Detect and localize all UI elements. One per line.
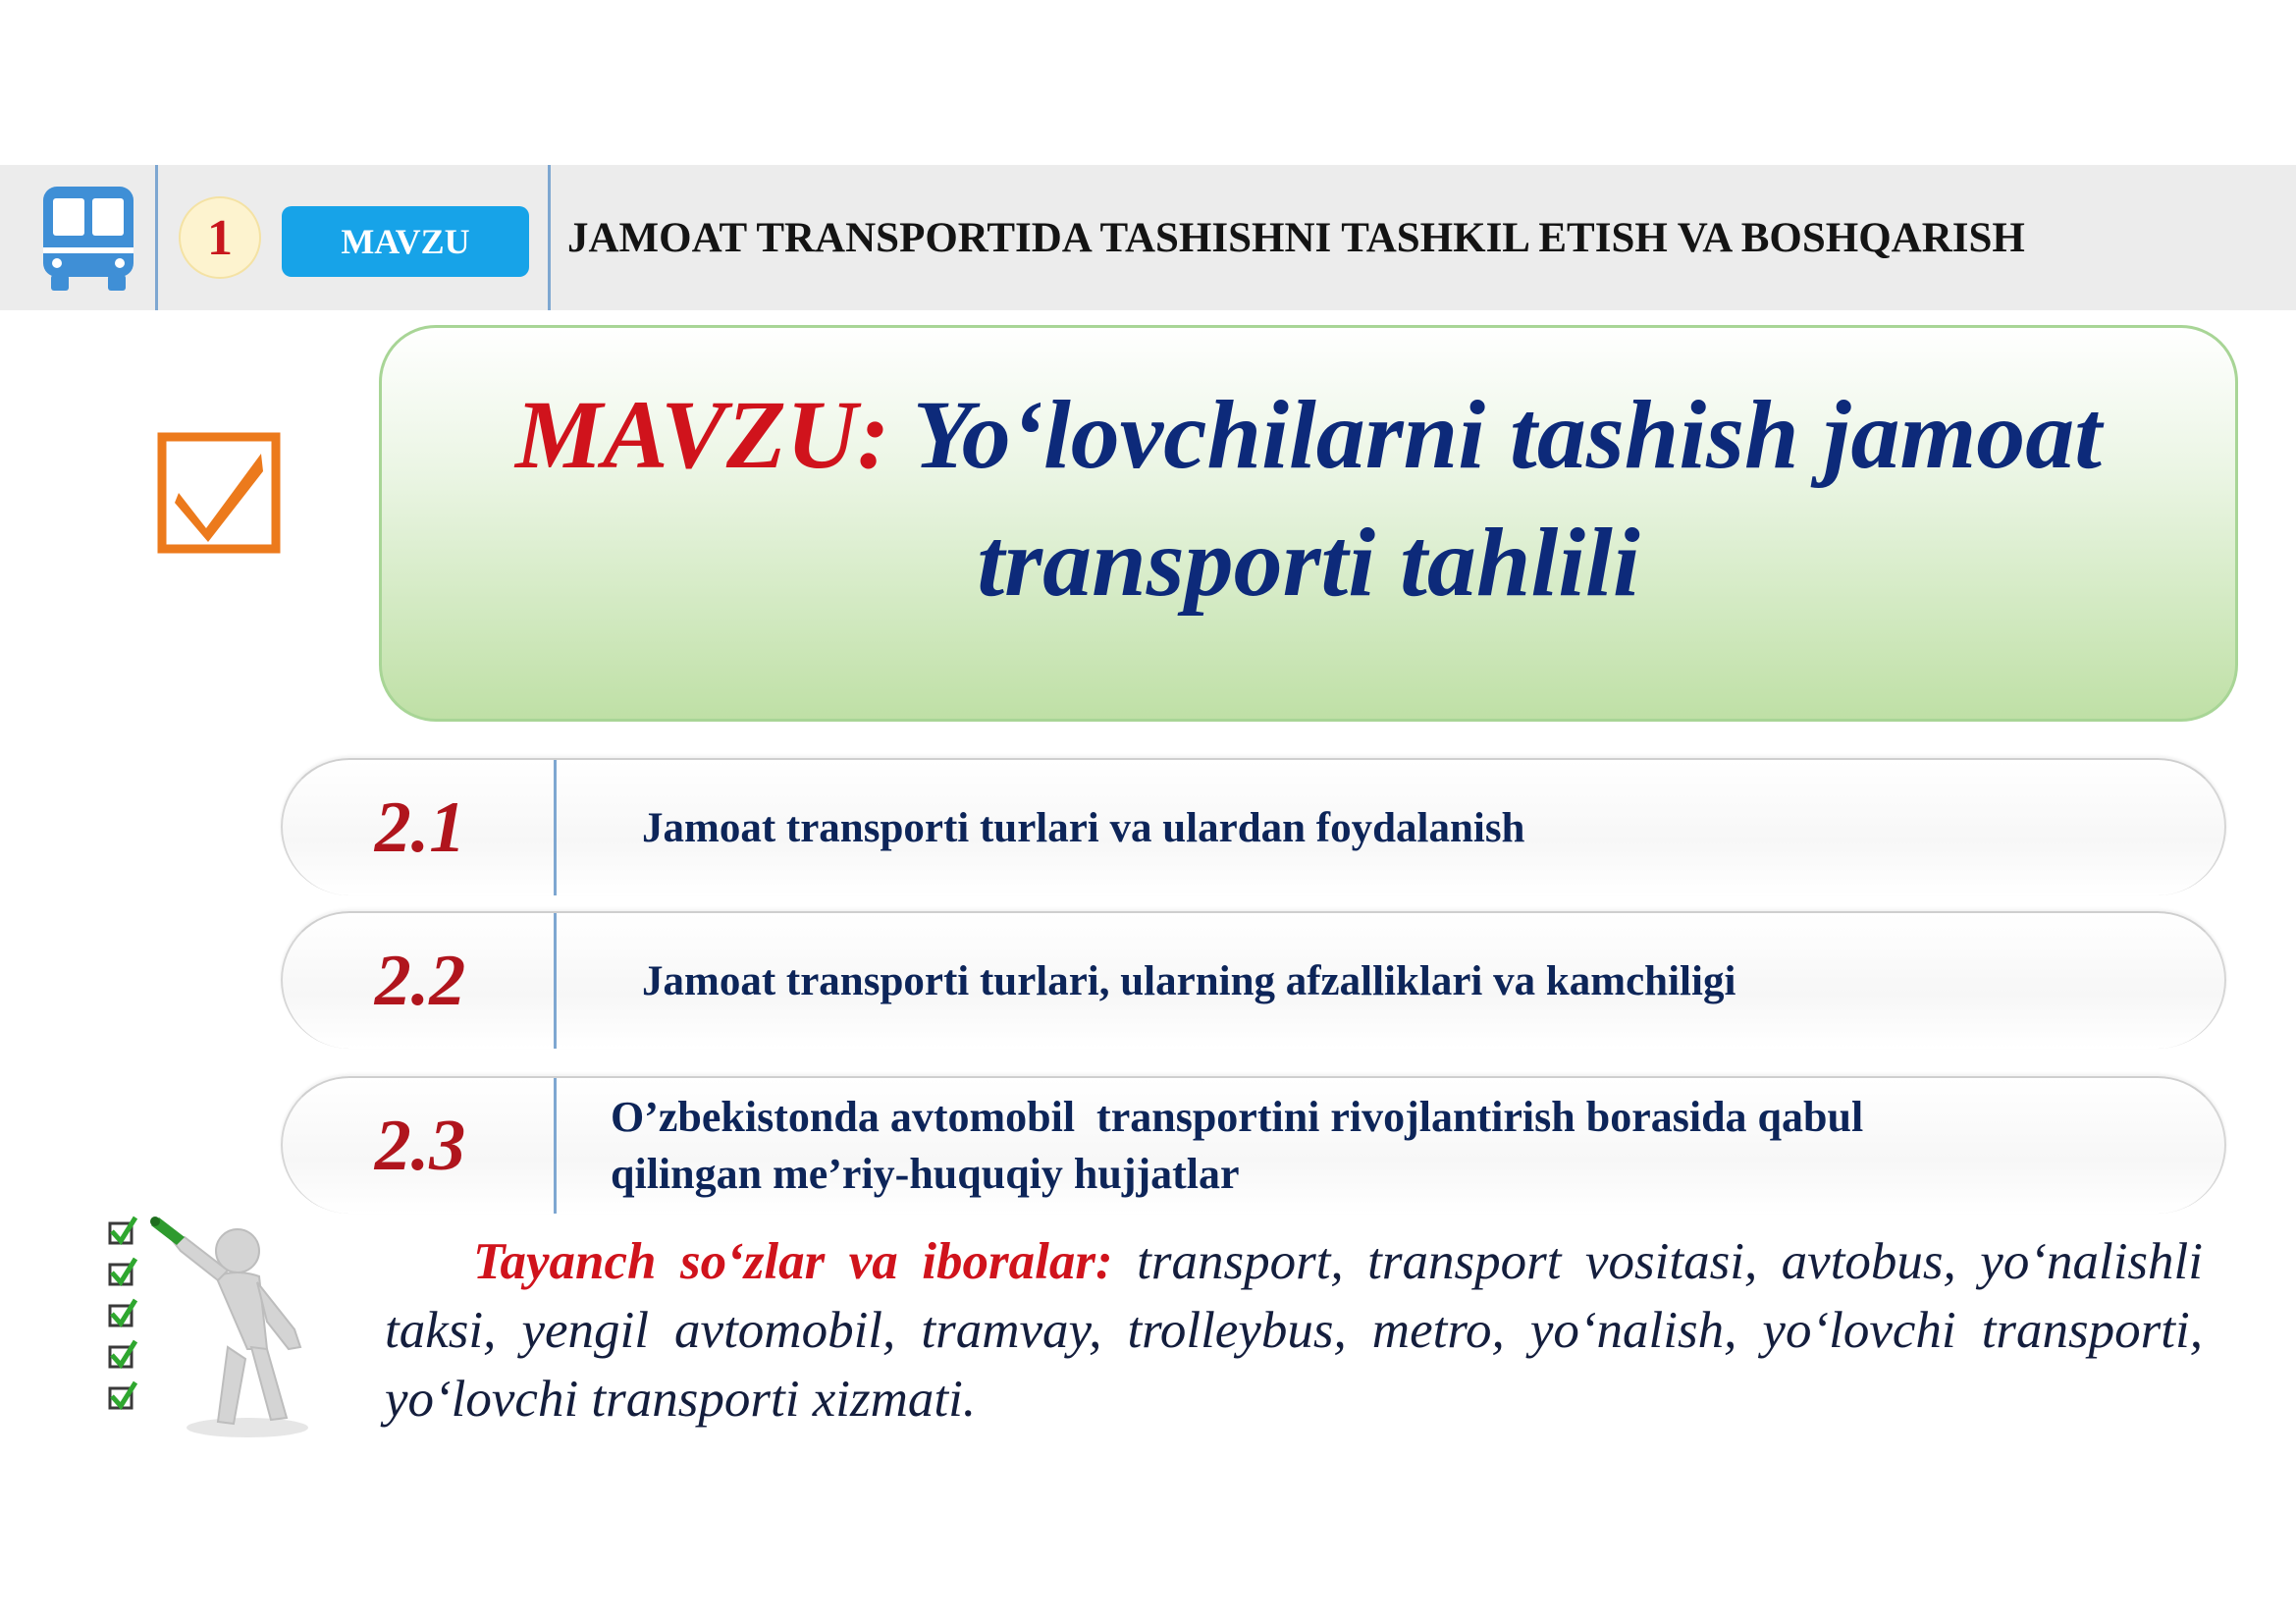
topic-prefix: MAVZU:	[514, 380, 890, 489]
header-bar	[0, 165, 2296, 310]
item-divider	[554, 913, 557, 1049]
topic-title	[415, 371, 2202, 626]
item-divider	[554, 760, 557, 895]
item-text-line2: qilingan me’riy-huquqiy hujjatlar	[611, 1150, 1240, 1198]
topic-title-box	[379, 325, 2238, 722]
person-checklist-icon	[90, 1212, 326, 1447]
item-divider	[554, 1078, 557, 1214]
mavzu-badge: MAVZU	[282, 206, 529, 277]
header-divider	[155, 165, 158, 310]
list-item	[281, 758, 2226, 895]
item-number: 2.3	[374, 1105, 466, 1186]
bus-icon	[39, 183, 137, 293]
topic-title-line2: transporti tahlili	[977, 508, 1640, 617]
keywords-text: transport, transport vositasi, avtobus, yo‘nalishli taksi, yengil avtomobil, tramvay, trolleybus, metro, yo‘nalish, yo‘lovchi transporti, yo‘lovchi transporti xizmati.	[385, 1233, 2203, 1428]
topic-title-line1: Yo‘lovchilarni tashish jamoat	[912, 380, 2103, 489]
checkbox-icon	[157, 432, 281, 554]
header-divider	[548, 165, 551, 310]
item-number: 2.1	[374, 786, 466, 868]
item-text-line1: O’zbekistonda avtomobil transportini rivojlantirish borasida qabul	[611, 1093, 1864, 1141]
list-item	[281, 911, 2226, 1049]
keywords-label: Tayanch so‘zlar va iboralar:	[473, 1233, 1113, 1290]
keywords-paragraph	[385, 1227, 2203, 1434]
item-text: Jamoat transporti turlari, ularning afzalliklari va kamchiligi	[642, 957, 1736, 1004]
item-number: 2.2	[374, 940, 466, 1021]
list-item	[281, 1076, 2226, 1214]
header-title: JAMOAT TRANSPORTIDA TASHISHNI TASHKIL ETISH VA BOSHQARISH	[567, 214, 2025, 261]
item-text: Jamoat transporti turlari va ulardan foydalanish	[642, 804, 1525, 851]
topic-number: 1	[179, 196, 261, 279]
item-text	[611, 1078, 2142, 1214]
